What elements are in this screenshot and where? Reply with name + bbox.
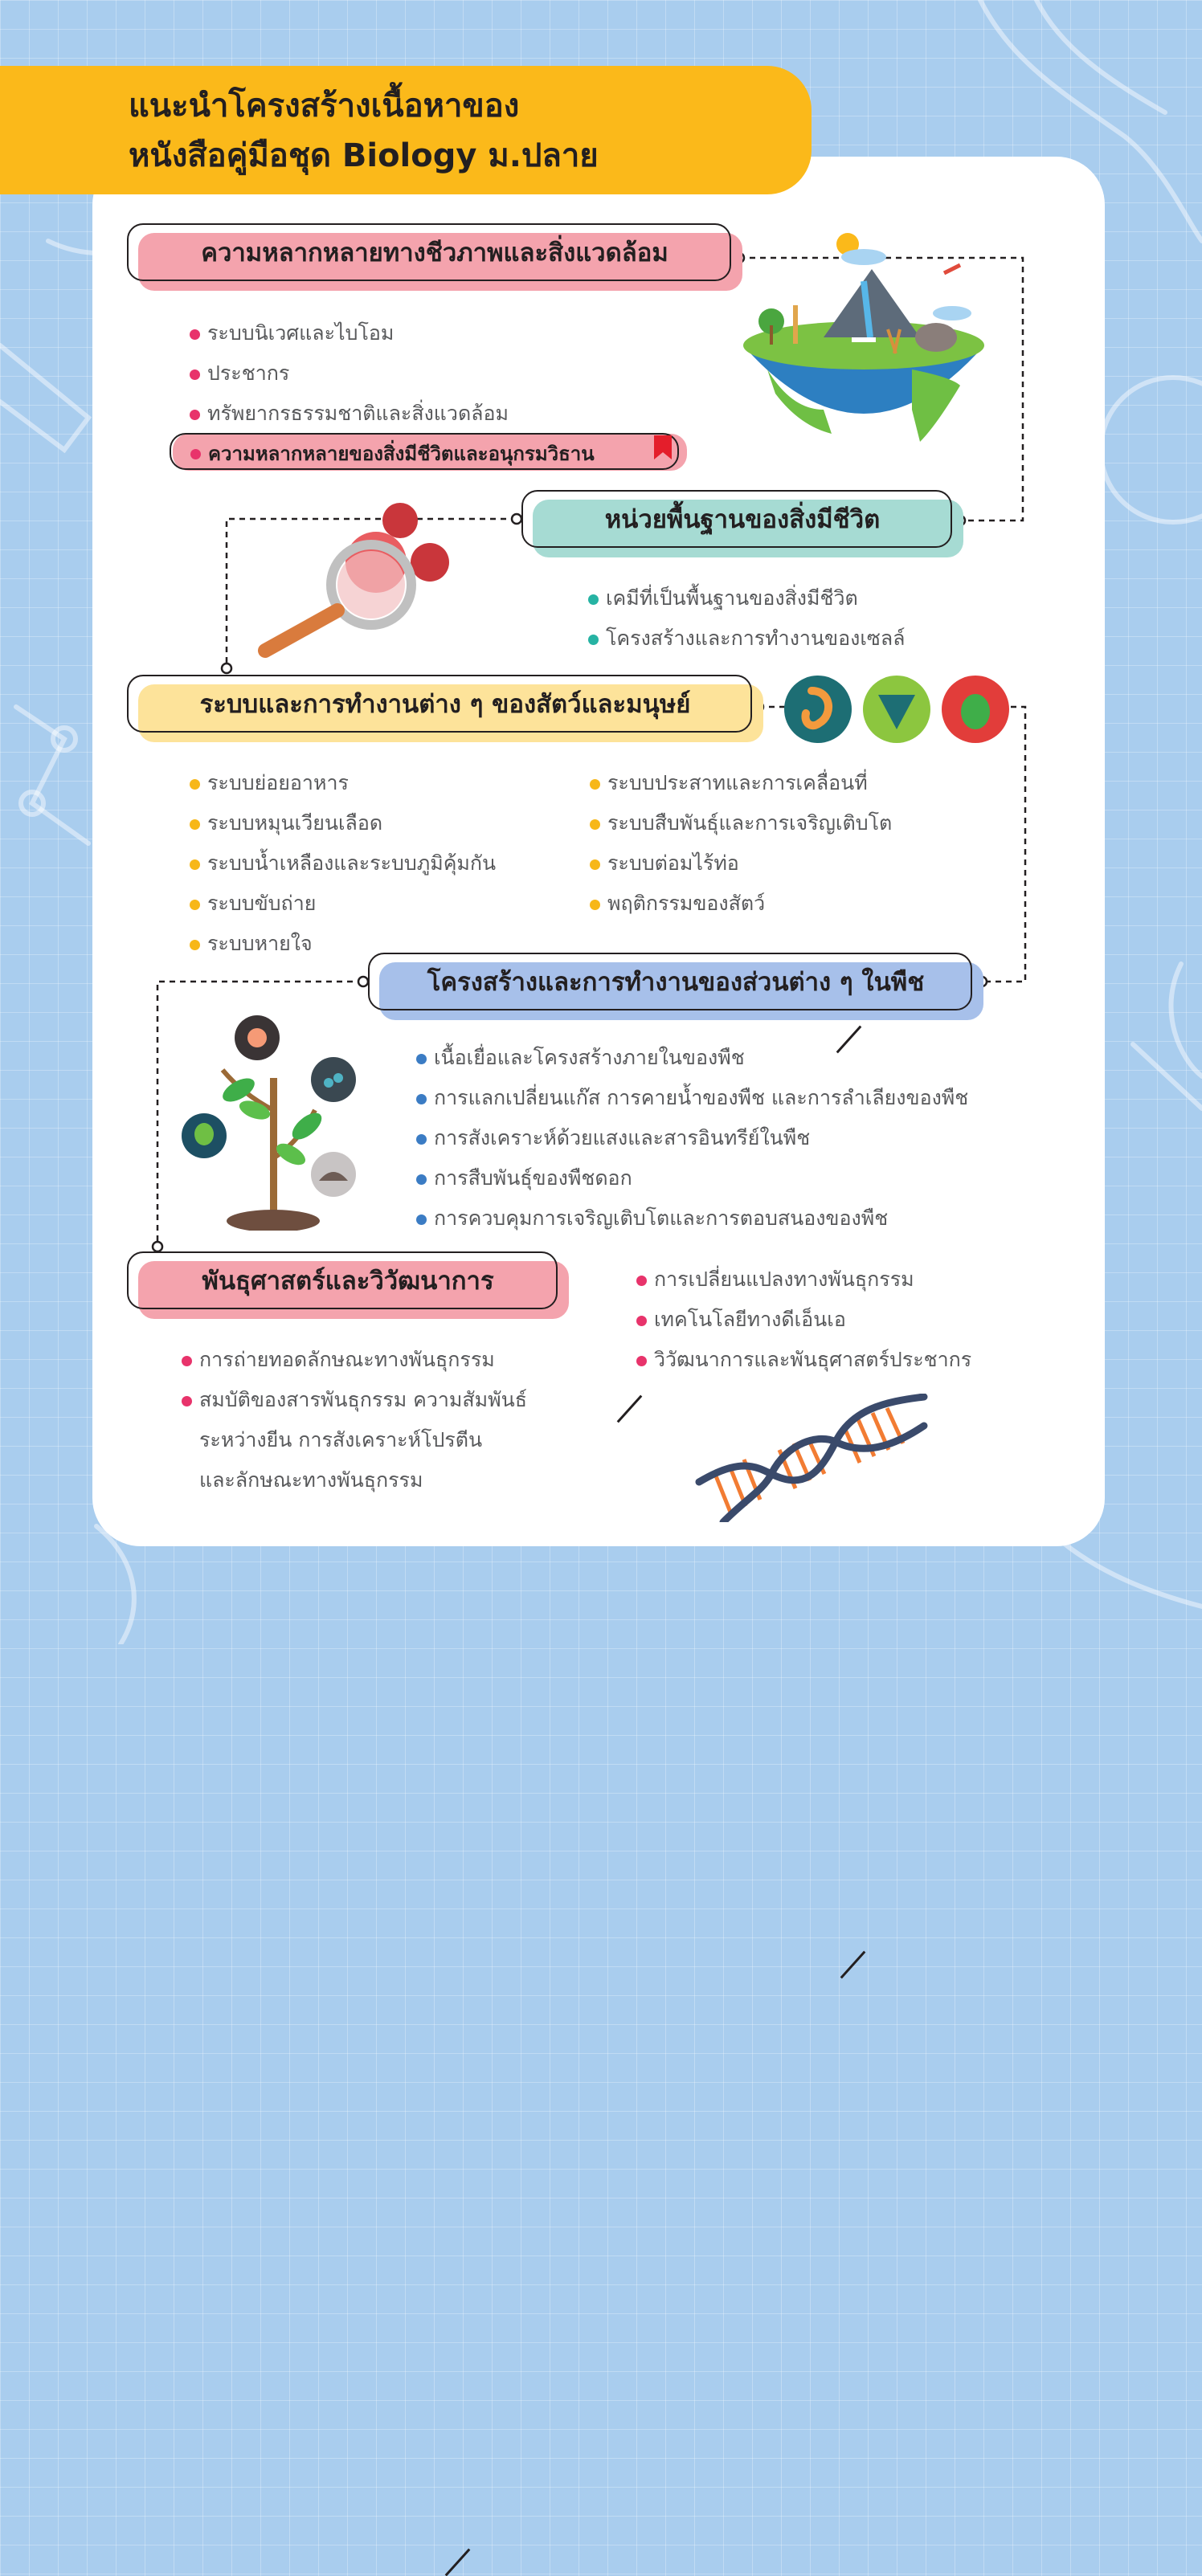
plant-illustration [178,1014,363,1231]
biodiversity-list [188,313,509,434]
section-biodiversity-title: ความหลากหลายทางชีวภาพและสิ่งแวดล้อม [201,239,668,267]
genetics-list-right [635,1259,971,1380]
list-item: ระบบขับถ่าย [188,884,496,924]
magnifier-cells-illustration [249,498,458,659]
plants-list [415,1038,968,1239]
list-item: พฤติกรรมของสัตว์ [588,884,892,924]
list-item: ระบบต่อมไร้ท่อ [588,843,892,884]
list-item: การแลกเปลี่ยนแก๊ส การคายน้ำของพืช และการลำเลียงของพืช [415,1078,968,1118]
list-item: ระบบน้ำเหลืองและระบบภูมิคุ้มกัน [188,843,496,884]
list-item: สมบัติของสารพันธุกรรม ความสัมพันธ์ [180,1380,527,1420]
list-item: ระบบย่อยอาหาร [188,763,496,803]
list-item: ระบบประสาทและการเคลื่อนที่ [588,763,892,803]
page-title-line2: หนังสือคู่มือชุด Biology ม.ปลาย [129,137,599,174]
section-plants-header [379,962,983,1020]
section-basic-unit-header [533,500,963,557]
list-item: เคมีที่เป็นพื้นฐานของสิ่งมีชีวิต [587,578,906,618]
section-biodiversity-header [138,233,742,291]
list-item: การถ่ายทอดลักษณะทางพันธุกรรม [180,1340,527,1380]
list-item: ระบบนิเวศและไบโอม [188,313,509,353]
section-body-systems-header [138,684,763,742]
dna-helix-illustration [691,1394,932,1522]
highlight-item: ความหลากหลายของสิ่งมีชีวิตและอนุกรมวิธาน [187,435,595,472]
earth-ecosystem-illustration [735,225,992,482]
list-item: เนื้อเยื่อและโครงสร้างภายในของพืช [415,1038,968,1078]
list-item: ประชากร [188,353,509,394]
list-item-continued: ระหว่างยีน การสังเคราะห์โปรตีน [199,1428,483,1451]
genetics-list-left [180,1340,527,1500]
list-item: โครงสร้างและการทำงานของเซลล์ [587,618,906,659]
list-item: วิวัฒนาการและพันธุศาสตร์ประชากร [635,1340,971,1380]
section-plants-title: โครงสร้างและการทำงานของส่วนต่าง ๆ ในพืช [427,968,925,997]
list-item: การสังเคราะห์ด้วยแสงและสารอินทรีย์ในพืช [415,1118,968,1158]
bookmark-icon [652,435,673,461]
list-item: ระบบหมุนเวียนเลือด [188,803,496,843]
basic-unit-list [587,578,906,659]
body-system-icons [783,675,1010,744]
body-systems-list-left [188,763,496,964]
list-item: การสืบพันธุ์ของพืชดอก [415,1158,968,1198]
section-genetics-title: พันธุศาสตร์และวิวัฒนาการ [202,1267,494,1296]
list-item: ระบบหายใจ [188,924,496,964]
list-item: เทคโนโลยีทางดีเอ็นเอ [635,1300,971,1340]
list-item: ทรัพยากรธรรมชาติและสิ่งแวดล้อม [188,394,509,434]
page-title-line1: แนะนำโครงสร้างเนื้อหาของ [129,88,520,125]
list-item: การเปลี่ยนแปลงทางพันธุกรรม [635,1259,971,1300]
section-body-systems-title: ระบบและการทำงานต่าง ๆ ของสัตว์และมนุษย์ [199,690,691,719]
list-item: ระบบสืบพันธุ์และการเจริญเติบโต [588,803,892,843]
list-item-continued: และลักษณะทางพันธุกรรม [199,1468,423,1492]
section-genetics-header [138,1261,569,1319]
list-item: การควบคุมการเจริญเติบโตและการตอบสนองของพืช [415,1198,968,1239]
section-basic-unit-title: หน่วยพื้นฐานของสิ่งมีชีวิต [604,505,881,534]
body-systems-list-right [588,763,892,924]
